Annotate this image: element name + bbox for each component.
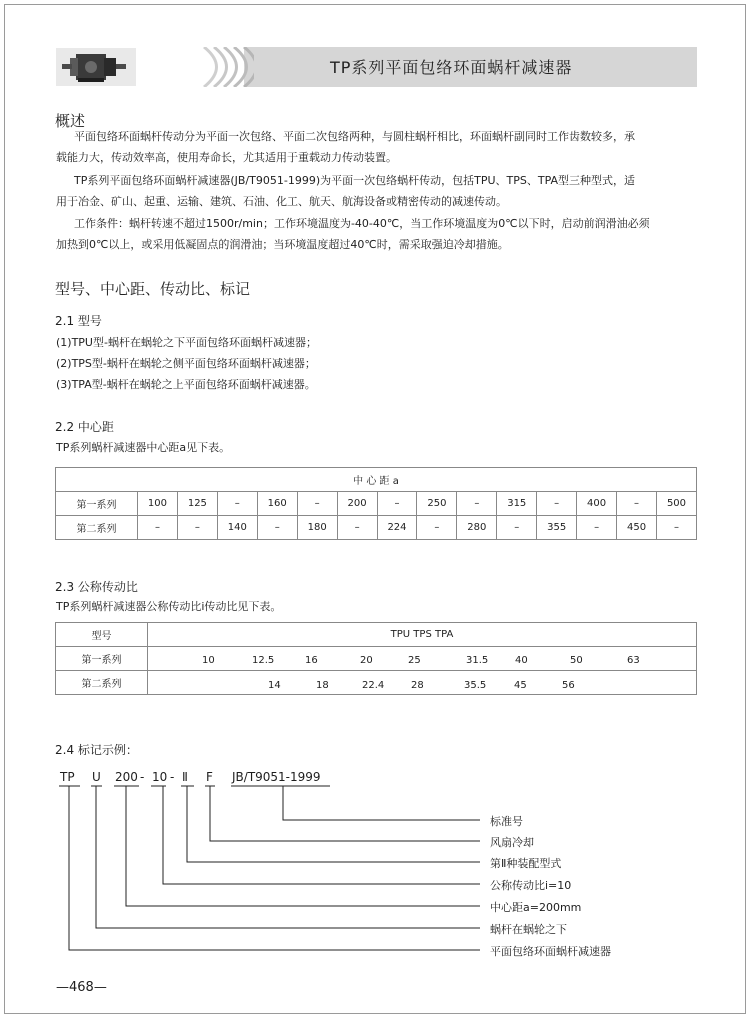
table-cell: 160 [257, 492, 297, 516]
code-part-dash: - [140, 770, 145, 784]
table-cell: – [337, 516, 377, 540]
table-header: 中 心 距 a [56, 468, 697, 492]
table-cell: – [417, 516, 457, 540]
page-number: —468— [56, 980, 107, 995]
table-cell: – [497, 516, 537, 540]
ratio-value: 16 [305, 655, 318, 666]
model-item: (2)TPS型-蜗杆在蜗轮之侧平面包络环面蜗杆减速器； [56, 357, 316, 370]
overview-line: 加热到0℃以上，或采用低凝固点的润滑油；当环境温度超过40℃时，需采取强迫冷却措施。 [56, 238, 509, 251]
overview-line: TP系列平面包络环面蜗杆减速器(JB/T9051-1999)为平面一次包络蜗杆传动，包括TPU、TPS、TPA型三种型式，适 [74, 174, 636, 187]
ratio-value: 14 [268, 680, 281, 691]
subsection-heading: 2.3 公称传动比 [55, 580, 138, 594]
code-part-f: F [206, 770, 213, 784]
ratio-value: 10 [202, 655, 215, 666]
row-label: 第二系列 [56, 671, 148, 695]
table-cell: – [138, 516, 178, 540]
table-cell: – [257, 516, 297, 540]
ratio-value: 31.5 [466, 655, 489, 666]
ratio-value: 18 [316, 680, 329, 691]
page-title: TP系列平面包络环面蜗杆减速器 [330, 58, 573, 77]
table-cell: – [297, 492, 337, 516]
table-cell: 355 [537, 516, 577, 540]
table-cell: 100 [138, 492, 178, 516]
table-cell: – [177, 516, 217, 540]
legend-fan-cooling: 风扇冷却 [490, 836, 534, 849]
ratio-value: 28 [411, 680, 424, 691]
code-part-10: 10 [152, 770, 168, 784]
section-heading: 型号、中心距、传动比、标记 [55, 280, 251, 298]
legend-assembly-type: 第Ⅱ种装配型式 [490, 857, 562, 870]
ratio-value: 40 [515, 655, 528, 666]
code-part-tp: TP [60, 770, 75, 784]
ratio-value: 20 [360, 655, 373, 666]
table-cell: – [617, 492, 657, 516]
code-part-assembly: Ⅱ [182, 770, 188, 784]
code-part-dash: - [170, 770, 175, 784]
ratio-value: 50 [570, 655, 583, 666]
code-part-200: 200 [115, 770, 138, 784]
ratio-value: 56 [562, 680, 575, 691]
legend-center-distance: 中心距a=200mm [490, 901, 582, 914]
table-cell: – [537, 492, 577, 516]
table-cell: 280 [457, 516, 497, 540]
ratio-value: 63 [627, 655, 640, 666]
table-cell: 140 [217, 516, 257, 540]
col-header: 型号 [56, 623, 148, 647]
table-cell: 400 [577, 492, 617, 516]
overview-line: 用于冶金、矿山、起重、运输、建筑、石油、化工、航天、航海设备或精密传动的减速传动。 [56, 195, 507, 208]
table-cell: – [577, 516, 617, 540]
legend-standard: 标准号 [490, 815, 523, 828]
overview-line: 载能力大，传动效率高，使用寿命长，尤其适用于重载动力传动装置。 [56, 151, 397, 164]
overview-line: 工作条件：蜗杆转速不超过1500r/min；工作环境温度为-40-40℃，当工作环境温度为0℃以下时，启动前润滑油必须 [74, 217, 650, 230]
table-cell: 450 [617, 516, 657, 540]
ratio-value: 25 [408, 655, 421, 666]
code-part-standard: JB/T9051-1999 [232, 770, 321, 784]
legend-ratio: 公称传动比i=10 [490, 879, 572, 892]
overview-line: 平面包络环面蜗杆传动分为平面一次包络、平面二次包络两种，与圆柱蜗杆相比，环面蜗杆副同时工作齿数较多，承 [74, 130, 635, 143]
model-item: (1)TPU型-蜗杆在蜗轮之下平面包络环面蜗杆减速器； [56, 336, 317, 349]
table-cell: 125 [177, 492, 217, 516]
table-cell: – [457, 492, 497, 516]
subsection-heading: 2.2 中心距 [55, 420, 114, 434]
table-cell: – [377, 492, 417, 516]
model-item: (3)TPA型-蜗杆在蜗轮之上平面包络环面蜗杆减速器。 [56, 378, 316, 391]
row-label: 第二系列 [56, 516, 138, 540]
table-cell: – [217, 492, 257, 516]
row-label: 第一系列 [56, 492, 138, 516]
table-cell: 500 [656, 492, 696, 516]
ratio-value: 22.4 [362, 680, 385, 691]
subsection-heading: 2.4 标记示例： [55, 743, 138, 757]
col-header: TPU TPS TPA [148, 623, 697, 647]
subsection-heading: 2.1 型号 [55, 314, 102, 328]
ratio-value: 12.5 [252, 655, 275, 666]
table-cell: 250 [417, 492, 457, 516]
table-cell: 200 [337, 492, 377, 516]
legend-worm-position: 蜗杆在蜗轮之下 [490, 923, 567, 936]
code-part-u: U [92, 770, 101, 784]
overview-heading: 概述 [55, 112, 86, 130]
table-intro: TP系列蜗杆减速器公称传动比i传动比见下表。 [56, 600, 282, 613]
table-cell: 315 [497, 492, 537, 516]
ratio-value: 35.5 [464, 680, 487, 691]
legend-product-name: 平面包络环面蜗杆减速器 [490, 945, 611, 958]
table-intro: TP系列蜗杆减速器中心距a见下表。 [56, 441, 231, 454]
ratio-value: 45 [514, 680, 527, 691]
table-cell: 224 [377, 516, 417, 540]
table-cell: 180 [297, 516, 337, 540]
table-cell: – [656, 516, 696, 540]
row-label: 第一系列 [56, 647, 148, 671]
